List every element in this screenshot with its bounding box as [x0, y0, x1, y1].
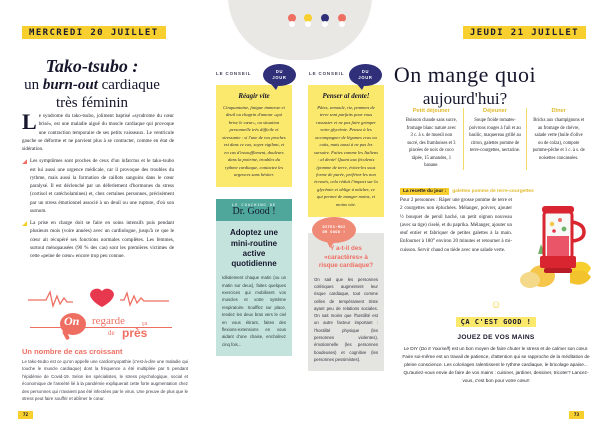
- blender-foot: [544, 268, 572, 273]
- conseil-text: Cinquantaine, fatigue immense et deuil ou chagrin d'amour «qui brise le cœur», ou situation personnelle très difficile et stressante : si l'une de vos proches est dans ce cas, soyez vigilant, et en cas d'essoufflement, douleurs dans la poitrine, troubles du rythme cardiaque, contactez les urgences sans hésiter.: [222, 105, 286, 177]
- smiley-face-icon: ☺: [490, 299, 502, 311]
- left-note-block: [22, 358, 188, 402]
- conseil-du-jour-header: [216, 64, 292, 84]
- dites-moi-badge: [312, 217, 356, 243]
- conseil-yellow-box: [216, 85, 292, 187]
- recipe-subtitle: galettes pomme de terre-courgettes: [452, 189, 534, 194]
- gutter-decoration-left: [228, 0, 300, 60]
- folio-right: 73: [569, 411, 584, 419]
- coaching-teal-box: [216, 199, 292, 356]
- pin-coral-icon: [288, 14, 296, 22]
- meal-column: [526, 108, 590, 170]
- dites-moi-grey-box: [308, 225, 384, 371]
- blender-lid: [542, 206, 574, 213]
- date-banner-right-text: JEUDI 21 JUILLET: [469, 27, 579, 38]
- date-banner-right: [463, 26, 586, 39]
- ca-cest-good-tag: ÇA C'EST GOOD !: [456, 317, 537, 327]
- conseil-label: LE CONSEIL: [216, 71, 252, 76]
- left-sidebar: [216, 64, 292, 356]
- recipe-text: Pour 2 personnes : Râper une grosse pomme de terre et 2 courgettes non épluchées. Mélanger, poivrer, ajouter ½ bouquet de persil haché, un petit oignon nouveau (avec sa tige) ciselé, et du paprika. Mélanger, ajouter un œuf entier et fabriquer de petites galettes à la main. Enfourner à 180° environ 20 minutes et retourner à mi-cuisson. Servir chaud ou tiède avec une salade verte.: [400, 198, 512, 253]
- decorative-pins-right: [304, 14, 346, 22]
- headline-line-1: Tako-tsubo :: [45, 56, 139, 76]
- du-jour-line-1: DU: [275, 69, 284, 75]
- meal-name: Déjeuner: [483, 108, 507, 114]
- meal-text: Soupe froide tomates-poivrons rouges à l'ail et au basilic, maquereau grillé au citron, galettes pomme de terre-courgettes, nectarine.: [469, 118, 521, 154]
- blender-contents: [547, 236, 569, 256]
- logo-word-regarde: regarde: [92, 315, 125, 327]
- right-page: [300, 0, 600, 429]
- gutter-decoration-right: [300, 0, 372, 60]
- ca-cest-good-title: JOUEZ DE VOS MAINS: [457, 334, 535, 341]
- du-jour-line-1: DU: [361, 69, 370, 75]
- conseil-title: Penser al dente!: [322, 92, 370, 100]
- conseil-text: Pâtes, semoule, riz, pommes de terre sont parfaits pour vous rassasier et ne pas faire grimper votre glycémie. Pensez à les accompagner de légumes crus ou cuits, mais aussi à ne pas les sursuire. Faites comme les Italiens : al dente! Quant aux féculents (pomme de terre, évitez-les sous forme de purée, préférez-les non écrasés, cela réduit l'impact sur la glycémie et oblige à mâcher, ce qui permet de manger moins, et moins vite.: [314, 105, 379, 207]
- recipe-tag: La recette du jour :: [400, 188, 449, 195]
- dites-moi-text: On sait que les personnes colériques augmentent leur risque cardiaque, tout comme celles de tempérament triste ayant peu de relations sociales. On sait moins que l'hostilité est un autre facteur important : l'hostilité physique (les personnes violentes), émotionnelle (les personnes boudeuses) et cognitive (les personnes pessimistes).: [314, 276, 378, 362]
- meal-plan-columns: [400, 108, 590, 170]
- logo-word-de: de: [108, 329, 115, 337]
- pin-navy-icon: [321, 14, 329, 22]
- article-paragraph: Le syndrome du tako-tsubo, joliment baptisé «syndrome du cœur brisé», est une maladie aiguë du muscle cardiaque qui provoque une contraction temporaire de ses petits vaisseaux. Le ventricule gauche se déforme et ne parvient plus à se contracter, comme en état de sidération.: [22, 109, 174, 152]
- du-jour-line-2: JOUR: [358, 75, 373, 80]
- coaching-kicker: LE COACHING DE: [232, 202, 276, 208]
- du-jour-badge: [263, 64, 296, 86]
- meal-column: [463, 108, 527, 170]
- pin-yellow-icon: [304, 14, 312, 22]
- meal-text: Bricks aux champignons et au fromage de chèvre, salade verte (huile d'olive ou de colza), compote pomme-pêche et 1 c. à s. de noisettes concassées.: [532, 118, 585, 161]
- right-sidebar: [308, 64, 384, 371]
- dites-moi-line-2: DR GOOD !: [322, 230, 346, 235]
- coaching-title: Adoptez une mini-routine active quotidienne: [230, 228, 278, 269]
- logo-word-on: On: [64, 314, 80, 328]
- ca-cest-good-block: [400, 300, 592, 385]
- left-page-headline: [12, 56, 172, 113]
- headline-line-1: On mange quoi: [393, 62, 537, 87]
- coaching-text: Idéalement chaque matin (ou un matin sur deux), faites quelques exercices qui mobilisent vos muscles et votre système respiratoire. Soufflez sur place, tendez les deux bras vers le ciel en vous étirant, faites des flexions-extensions en vous aidant d'une chaise, enchaînez cinq fois...: [222, 275, 286, 347]
- recipe-header: [400, 188, 592, 195]
- coaching-header: [216, 199, 292, 221]
- decorative-pins-left: [288, 14, 296, 22]
- pale-fruit-icon: [520, 272, 540, 288]
- date-banner-left-text: MERCREDI 20 JUILLET: [29, 27, 159, 38]
- article-paragraph: Les symptômes sont proches de ceux d'un infarctus et le tako-tsubo est lui aussi une urgence médicale, car il provoque des troubles du rythme, mais aussi la formation de caillots sanguins dans le cœur paralysé. Il est déclenché par un déferlement d'hormones du stress (cortisol et catécholamines) et, chez certaines personnes, précisément par un stress émotionnel associé à un deuil ou une rupture, d'où son surnom.: [22, 157, 174, 215]
- du-jour-line-2: JOUR: [272, 75, 287, 80]
- ekg-heartbeat-icon: [28, 288, 172, 310]
- meal-column: [400, 108, 463, 170]
- blender-handle: [572, 222, 584, 241]
- meal-name: Petit déjeuner: [412, 108, 450, 114]
- conseil-title: Réagir vite: [238, 92, 270, 100]
- drop-cap: L: [22, 109, 37, 134]
- meal-name: Dîner: [551, 108, 566, 114]
- headline-line-2: aujourd'hui?: [422, 89, 508, 108]
- dr-good-logo: Dr. Good !: [232, 206, 276, 218]
- note-paragraph: Le tako-tsubo est ce qu'on appelle une cardiomyopathie (c'est-à-dire une maladie qui touche le muscle cardiaque) dont la fréquence a été multipliée par 5 pendant l'épidémie de Covid-19. Selon les spécialistes, le stress psychologique, social et économique de l'anxiété lié à la pandémie expliquerait cette forte augmentation chez des personnes qui n'avaient pas été infectées par le virus. Une preuve de plus que le stress peut faire souffrir et abîmer le cœur.: [22, 359, 188, 401]
- dites-moi-title: Y a-t-il des «caractères» à risque cardiaque?: [318, 245, 374, 270]
- ca-cest-good-text: Le DIY (Do It Yourself) est un bon moyen de faire chuter le stress et de calmer son cœur. Faire soi-même est un travail de patience, d'attention qui se rapproche de la méditation de pleine conscience. Les coloriages ralentissent le rythme cardiaque, le bricolage apaise... Qu'auriez-vous envie de faire de vos mains : cuisiner, jardiner, dessiner, tricoter? Lancez-vous, c'est bon pour votre cœur!: [402, 346, 590, 384]
- blender-illustration: [514, 196, 596, 292]
- rule-divider: [30, 327, 172, 328]
- headline-line-2: un burn-out cardiaque: [24, 77, 160, 94]
- dites-moi-line-1: DITES-MOI: [322, 225, 346, 230]
- on-regarde-de-pres-logo: [30, 312, 172, 342]
- du-jour-badge: [349, 64, 382, 86]
- pin-coral-icon: [338, 14, 346, 22]
- conseil-label: LE CONSEIL: [309, 71, 345, 76]
- date-banner-left: [22, 26, 166, 39]
- headline-line-3: très féminin: [55, 94, 129, 111]
- conseil-yellow-box: [308, 85, 384, 217]
- meal-text: Boisson chaude sans sucre, fromage blanc nature avec 3 c. à s. de muesli non sucré, des framboises et 3 pincées de noix de coco râpée, 15 amandes, 1 banane.: [405, 118, 457, 169]
- conseil-du-jour-header: [308, 64, 384, 84]
- logo-word-ca: ça: [142, 321, 148, 327]
- left-subheading: Un nombre de cas croissant: [22, 347, 123, 356]
- logo-word-pres: près: [122, 326, 148, 340]
- blender-base: [540, 256, 576, 268]
- left-article-body: [22, 109, 174, 264]
- folio-left: 72: [18, 411, 33, 419]
- article-paragraph: La prise en charge doit se faire en soins intensifs puis pendant plusieurs mois (voire années) avec un cardiologue, jusqu'à ce que le cœur ait récupéré ses fonctions normales complètes. Les femmes, surtout ménopausées (90 % des cas) sont les premières victimes de cette «peine de cœur» encore trop peu connue.: [22, 219, 174, 260]
